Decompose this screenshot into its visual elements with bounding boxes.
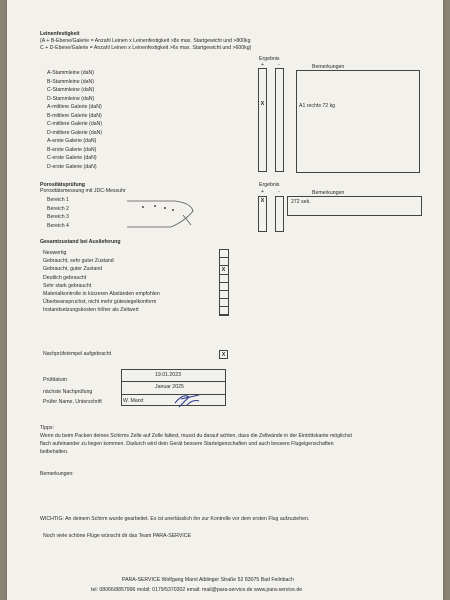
row-label: A-mittlere Galerie (daN) xyxy=(47,104,102,110)
row-label: D-erste Galerie (daN) xyxy=(47,163,97,170)
stempel-label: Nachprüfstempel aufgebracht xyxy=(43,351,112,357)
row-label: Gebraucht, sehr guter Zustand xyxy=(43,258,114,265)
porositaet-minus: - xyxy=(278,189,280,195)
plus-label: + xyxy=(261,62,265,68)
row-label: Bereich 2 xyxy=(47,205,69,212)
pruefdatum-value: 19.01.2023 xyxy=(155,372,181,378)
porositaet-mark: X xyxy=(260,198,265,204)
row-label: C-Stammleine (daN) xyxy=(47,87,95,93)
row-label: Materialkontrolle in kürzeren Abständen empfohlen xyxy=(43,291,160,297)
gesamtzustand-column xyxy=(219,249,229,315)
signature-icon xyxy=(169,389,205,409)
row-label: Gebraucht, guter Zustand xyxy=(43,266,103,273)
row-label: Bereich 3 xyxy=(47,214,69,220)
porositaet-plus: + xyxy=(261,189,265,195)
porositaet-ergebnis-label: Ergebnis xyxy=(259,182,280,188)
naechste-label: nächste Nachprüfung xyxy=(43,389,93,395)
row-label: C-mittlere Galerie (daN) xyxy=(47,121,103,127)
row-label: Bereich 4 xyxy=(47,222,69,229)
tipps-line-3: beibehalten. xyxy=(40,449,69,455)
ergebnis-label: Ergebnis xyxy=(259,56,280,62)
result-column-plus xyxy=(258,68,267,172)
row-label: Neuwertig xyxy=(43,250,67,256)
row-label: Sehr stark gebraucht xyxy=(43,282,92,289)
bemerkungen-label: Bemerkungen xyxy=(312,64,345,70)
stempel-checkbox: X xyxy=(219,350,228,359)
row-label: B-Stammleine (daN) xyxy=(47,78,94,85)
pruefer-value: W. Marxt xyxy=(123,398,144,404)
bemerkungen-footer-label: Bemerkungen: xyxy=(40,471,74,477)
row-label: C-erste Galerie (daN) xyxy=(47,155,97,161)
porositaet-bemerkungen-label: Bemerkungen xyxy=(312,190,345,196)
gesamtzustand-title: Gesamtzustand bei Auslieferung xyxy=(40,239,121,245)
tipps-line-2: flach aufeinander zu liegen kommen. Dadurch wird dein Gerät bessere Starteigenschaften und auch bessere Flugeigenschaften xyxy=(40,441,334,447)
row-label: Deutlich gebraucht xyxy=(43,274,87,281)
gruss-text: Noch viele schöne Flüge wünscht dir das Team PARA-SERVICE xyxy=(43,533,191,539)
wing-sketch-icon xyxy=(125,197,195,229)
row-label: B-mittlere Galerie (daN) xyxy=(47,112,102,119)
minus-label: - xyxy=(278,62,280,68)
row-label: D-Stammleine (daN) xyxy=(47,95,95,102)
row-label: B-erste Galerie (daN) xyxy=(47,146,97,153)
result-column-minus xyxy=(275,68,284,172)
tipps-line-1: Wenn du beim Packen deines Schirms Zelle auf Zelle faltest, musst du darauf achten, dass die Zellwände in der Eintrittskante möglichst xyxy=(40,433,352,439)
bemerkungen-box xyxy=(296,70,420,173)
porositaet-subtitle: Porositätsmessung mit JDC-Messuhr xyxy=(40,188,126,194)
leinenfestigkeit-rule-2: C + D-Ebene/Galerie = Anzahl Leinen x Leinenfestigkeit >6x max. Startgewicht und >600kg) xyxy=(40,45,252,51)
result-mark: X xyxy=(260,101,265,107)
pruefer-label: Prüfer Name, Unterschrift xyxy=(43,399,102,405)
row-label: A-Stammleine (daN) xyxy=(47,70,94,76)
pruefdatum-label: Prüfdatum xyxy=(43,377,67,383)
row-label: Überbeanspruchst, nicht mehr gütesiegelkonform xyxy=(43,299,157,306)
porositaet-bemerkung: 272 sek. xyxy=(291,199,311,205)
row-label: Bereich 1 xyxy=(47,197,69,203)
porositaet-column-minus xyxy=(275,196,284,232)
bemerkung-text: A1 rechts 72 kg xyxy=(299,103,336,109)
footer-contact: tel: 08066/8857996 mobil: 0179/5370302 email: mail@para-service.de www.para-service.de xyxy=(91,587,303,593)
gesamtzustand-mark: X xyxy=(221,267,226,273)
wichtig-text: WICHTIG: An deinem Schirm wurde gearbeitet. Es ist unerlässlich ihn zur Kontrolle vor dem ersten Flug aufzuziehen. xyxy=(40,516,310,522)
leinenfestigkeit-rule-1: (A + B-Ebene/Galerie = Anzahl Leinen x Leinenfestigkeit >8x max. Startgewicht und >800kg xyxy=(40,38,251,44)
row-label: A-erste Galerie (daN) xyxy=(47,138,97,144)
tipps-title: Tipps: xyxy=(40,425,54,431)
row-label: D-mittlere Galerie (daN) xyxy=(47,129,103,136)
leinenfestigkeit-title: Leinenfestigkeit xyxy=(40,31,80,37)
document-page xyxy=(7,0,443,600)
footer-address: PARA-SERVICE Wolfgang Marxt Aiblinger Straße 52 83075 Bad Feilnbach xyxy=(122,577,294,583)
naechste-value: Januar 2025 xyxy=(155,384,184,390)
porositaet-title: Porositätsprüfung xyxy=(40,182,85,188)
row-label: Instandsetzungskosten höher als Zeitwert xyxy=(43,307,139,314)
